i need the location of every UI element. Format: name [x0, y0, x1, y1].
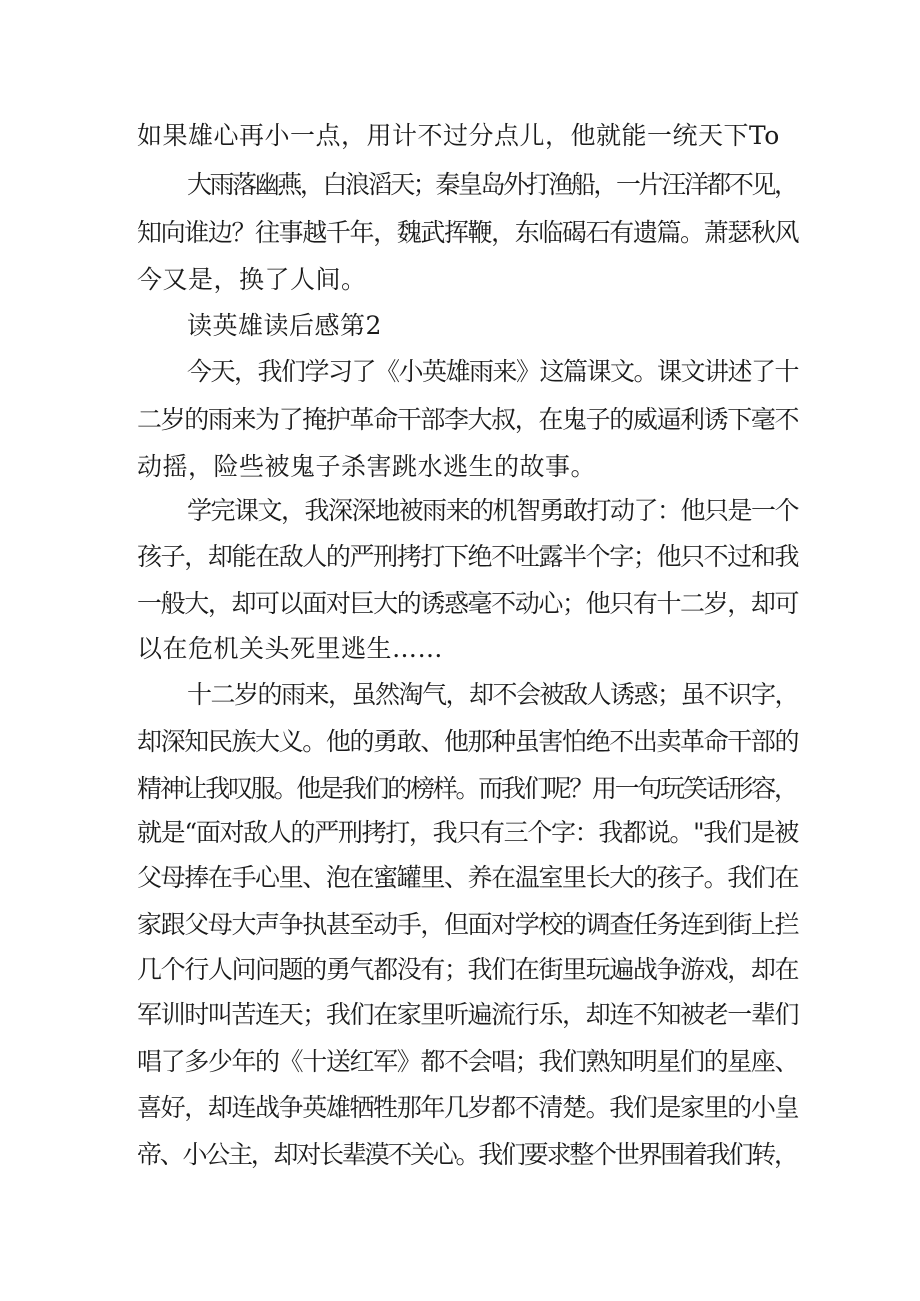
- text-line: 军训时叫苦连天；我们在家里听遍流行乐，却连不知被老一辈们: [137, 1000, 799, 1029]
- text-line: 学完课文，我深深地被雨来的机智勇敢打动了：他只是一个: [187, 496, 799, 525]
- text-line: 孩子，却能在敌人的严刑拷打下绝不吐露半个字；他只不过和我: [137, 542, 799, 571]
- text-line: 大雨落幽燕，白浪滔天；秦皇岛外打渔船，一片汪洋都不见，: [187, 170, 797, 199]
- text-line: 今又是，换了人间。: [137, 265, 367, 294]
- text-line: 十二岁的雨来，虽然淘气，却不会被敌人诱惑；虽不识字，: [187, 680, 799, 709]
- text-line: 唱了多少年的《十送红军》都不会唱；我们熟知明星们的星座、: [137, 1047, 799, 1076]
- text-line: 父母捧在手心里、泡在蜜罐里、养在温室里长大的孩子。我们在: [137, 863, 799, 892]
- text-line: 精神让我叹服。他是我们的榜样。而我们呢？用一句玩笑话形容，: [137, 774, 797, 803]
- text-line: 家跟父母大声争执甚至动手，但面对学校的调查任务连到街上拦: [137, 910, 799, 939]
- text-line: 以在危机关头死里逃生……: [137, 634, 444, 663]
- text-line: 动摇，险些被鬼子杀害跳水逃生的故事。: [137, 452, 597, 481]
- text-line: 喜好，却连战争英雄牺牲那年几岁都不清楚。我们是家里的小皇: [137, 1093, 799, 1122]
- text-line: 却深知民族大义。他的勇敢、他那种虽害怕绝不出卖革命干部的: [137, 727, 799, 756]
- text-line: 几个行人问问题的勇气都没有；我们在街里玩遍战争游戏，却在: [137, 955, 799, 984]
- text-line: 就是“面对敌人的严刑拷打，我只有三个字：我都说。"我们是被: [137, 818, 798, 847]
- text-line: 知向谁边？往事越千年，魏武挥鞭，东临碣石有遗篇。萧瑟秋风: [137, 218, 799, 247]
- text-line: 如果雄心再小一点，用计不过分点儿，他就能一统天下To: [137, 121, 780, 150]
- text-line: 一般大，却可以面对巨大的诱惑毫不动心；他只有十二岁，却可: [137, 589, 799, 618]
- section-heading: 读英雄读后感第2: [187, 311, 382, 340]
- text-line: 帝、小公主，却对长辈漠不关心。我们要求整个世界围着我们转，: [137, 1140, 797, 1169]
- text-line: 二岁的雨来为了掩护革命干部李大叔，在鬼子的威逼利诱下毫不: [137, 405, 799, 434]
- text-line: 今天，我们学习了《小英雄雨来》这篇课文。课文讲述了十: [187, 357, 799, 386]
